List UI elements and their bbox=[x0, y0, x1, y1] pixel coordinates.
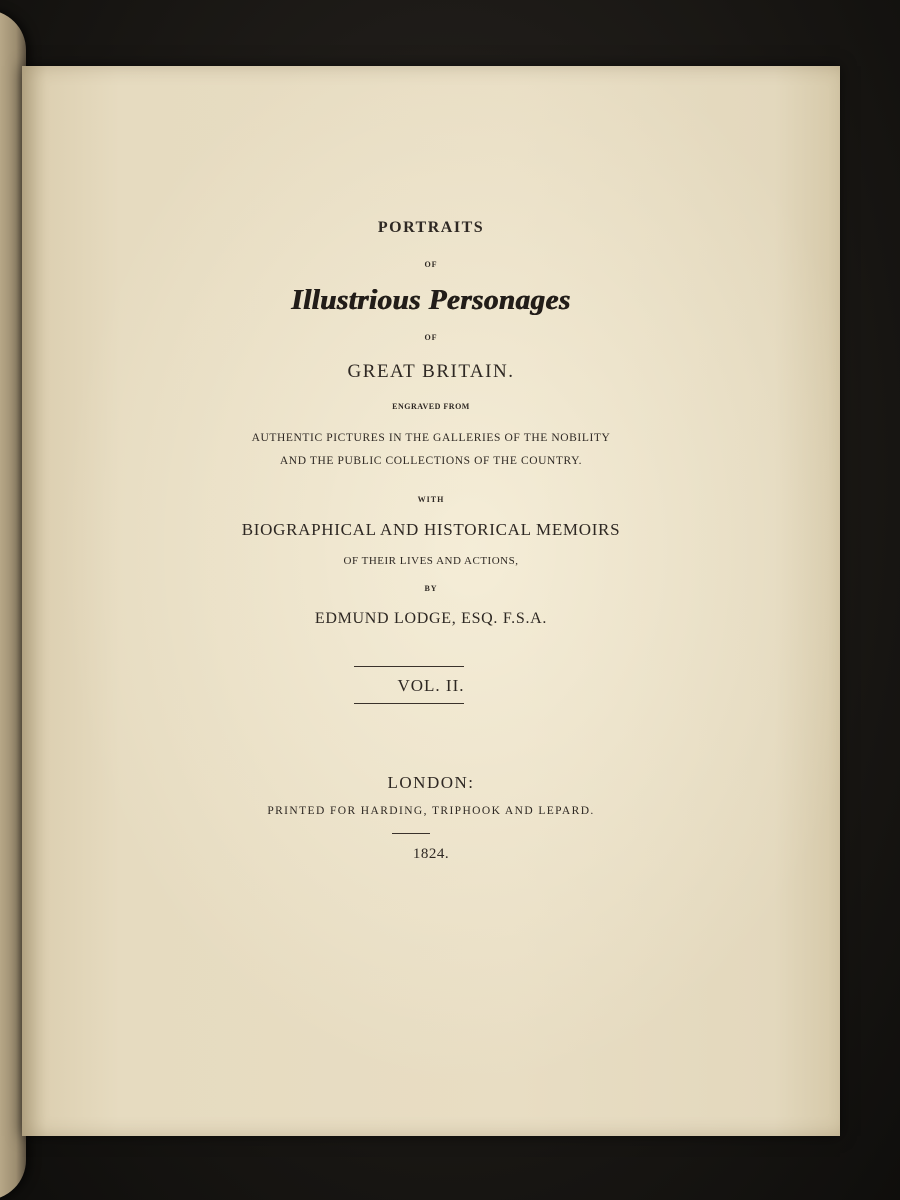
of-connector-1: OF bbox=[424, 260, 438, 269]
title-page bbox=[22, 66, 840, 1136]
imprint-place: LONDON: bbox=[387, 773, 475, 792]
memoirs-heading: BIOGRAPHICAL AND HISTORICAL MEMOIRS bbox=[241, 520, 621, 539]
author-name: EDMUND LODGE, ESQ. F.S.A. bbox=[314, 610, 548, 627]
volume-rule-top bbox=[354, 666, 464, 667]
of-connector-2: OF bbox=[424, 333, 438, 342]
imprint-printer: PRINTED FOR HARDING, TRIPHOOK AND LEPARD. bbox=[267, 805, 595, 817]
volume-label: VOL. II. bbox=[397, 676, 465, 695]
lives-and-actions-text: OF THEIR LIVES AND ACTIONS, bbox=[343, 555, 519, 567]
imprint-year: 1824. bbox=[412, 846, 450, 862]
great-britain-heading: GREAT BRITAIN. bbox=[347, 361, 515, 382]
portraits-heading: PORTRAITS bbox=[377, 219, 485, 236]
authentic-pictures-line-2: AND THE PUBLIC COLLECTIONS OF THE COUNTRY. bbox=[279, 455, 583, 467]
illustrious-personages-title: Illustrious Personages bbox=[291, 284, 571, 316]
with-connector: WITH bbox=[417, 495, 445, 504]
imprint-rule bbox=[392, 833, 430, 834]
authentic-pictures-line-1: AUTHENTIC PICTURES IN THE GALLERIES OF THE NOBILITY bbox=[251, 432, 611, 444]
engraved-from-text: ENGRAVED FROM bbox=[392, 402, 470, 411]
by-connector: BY bbox=[424, 584, 438, 593]
volume-rule-bottom bbox=[354, 703, 464, 704]
